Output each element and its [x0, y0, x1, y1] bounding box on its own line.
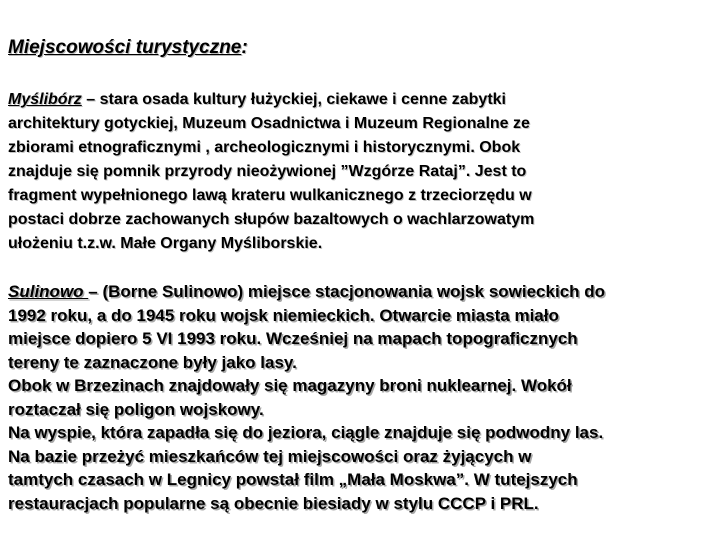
paragraph-line: postaci dobrze zachowanych słupów bazaltowych o wachlarzowatym [8, 211, 535, 228]
paragraph-line: restauracjach popularne są obecnie biesiady w stylu CCCP i PRL. [8, 493, 539, 513]
paragraph-line: tereny te zaznaczone były jako lasy. [8, 352, 297, 372]
slide-title-text: Miejscowości turystyczne [8, 37, 242, 58]
myslibórz-name: Myślibórz [8, 91, 82, 108]
paragraph-line: Sulinowo – (Borne Sulinowo) miejsce stacjonowania wojsk sowieckich do [8, 282, 606, 301]
paragraph-line: Myślibórz – stara osada kultury łużyckiej, ciekawe i cenne zabytki [8, 91, 506, 108]
paragraph-line: Na bazie przeżyć mieszkańców tej miejscowości oraz żyjących w [8, 446, 532, 466]
paragraph-line: roztaczał się poligon wojskowy. [8, 399, 264, 419]
paragraph-line: miejsce dopiero 5 VI 1993 roku. Wcześniej na mapach topograficznych [8, 329, 578, 348]
sulinowo-name: Sulinowo [8, 282, 89, 301]
paragraph-line: tamtych czasach w Legnicy powstał film „Mała Moskwa”. W tutejszych [8, 470, 578, 489]
slide-content [8, 36, 714, 515]
paragraph-line: architektury gotyckiej, Muzeum Osadnictwa i Muzeum Regionalne ze [8, 115, 530, 132]
paragraph-line: Obok w Brzezinach znajdowały się magazyny broni nuklearnej. Wokół [8, 376, 572, 395]
sulinowo-paragraph [8, 280, 714, 515]
myslibórz-paragraph [8, 88, 714, 256]
paragraph-line: Na wyspie, która zapadła się do jeziora, ciągle znajduje się podwodny las. [8, 423, 604, 442]
slide-title-colon: : [241, 37, 248, 58]
paragraph-line: znajduje się pomnik przyrody nieożywionej ”Wzgórze Rataj”. Jest to [8, 163, 527, 180]
paragraph-line: ułożeniu t.z.w. Małe Organy Myśliborskie. [8, 235, 323, 252]
paragraph-line: 1992 roku, a do 1945 roku wojsk niemieckich. Otwarcie miasta miało [8, 305, 559, 325]
slide-title [8, 36, 714, 60]
paragraph-line: zbiorami etnograficznymi , archeologicznymi i historycznymi. Obok [8, 139, 521, 156]
paragraph-line: fragment wypełnionego lawą krateru wulkanicznego z trzeciorzędu w [8, 187, 532, 204]
